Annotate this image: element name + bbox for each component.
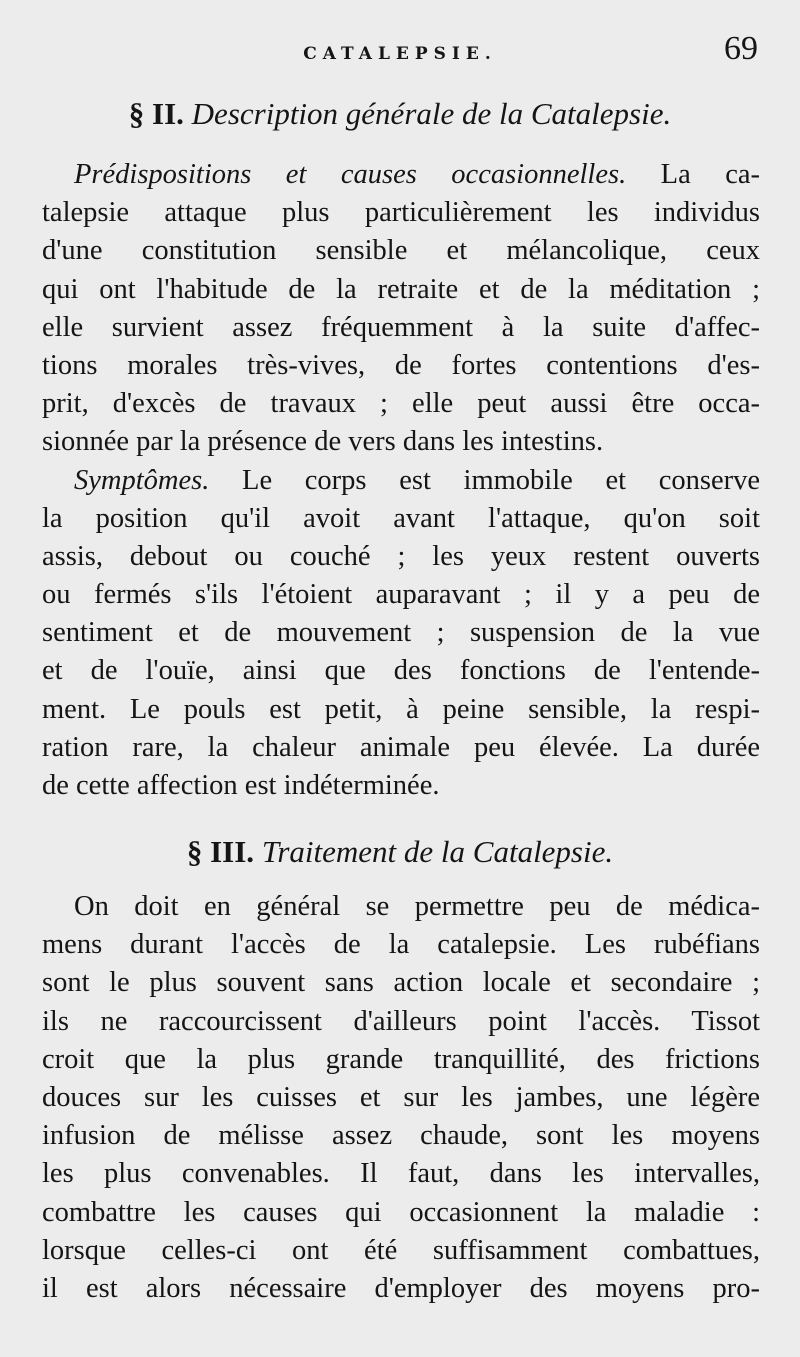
text-line: d'une constitution sensible et mélancolique, ceux	[42, 235, 760, 267]
text-line: talepsie attaque plus particulièrement les individus	[42, 197, 760, 229]
section-heading-treatment	[0, 834, 800, 870]
section-number: § III.	[186, 834, 255, 869]
text-line: la position qu'il avoit avant l'attaque, qu'on soit	[42, 502, 760, 534]
text-line: il est alors nécessaire d'employer des moyens pro-	[42, 1272, 760, 1304]
text-line: croit que la plus grande tranquillité, des frictions	[42, 1043, 760, 1075]
text-line: lorsque celles-ci ont été suffisamment combattues,	[42, 1234, 760, 1266]
text-line: sont le plus souvent sans action locale et secondaire ;	[42, 967, 760, 999]
text-line: les plus convenables. Il faut, dans les intervalles,	[42, 1158, 760, 1190]
section-title: Traitement de la Catalepsie.	[261, 834, 614, 869]
text-line: On doit en général se permettre peu de médica-	[74, 891, 760, 922]
section-title: Description générale de la Catalepsie.	[191, 96, 672, 131]
text-line: de cette affection est indéterminée.	[42, 770, 440, 801]
text-line: et de l'ouïe, ainsi que des fonctions de l'entende-	[42, 655, 760, 687]
running-head: CATALEPSIE.	[303, 44, 497, 64]
text-fragment: Le corps est immobile et conserve	[242, 464, 760, 496]
paragraph-label: Prédispositions et causes occasionnelles.	[74, 159, 627, 190]
section-heading-description	[0, 96, 800, 132]
page-number: 69	[724, 30, 758, 67]
text-fragment: La ca-	[660, 159, 760, 190]
text-line: ou fermés s'ils l'étoient auparavant ; il y a peu de	[42, 579, 760, 611]
text-line: combattre les causes qui occasionnent la maladie :	[42, 1196, 760, 1228]
treatment-text	[42, 888, 760, 1308]
paragraph-first-line	[42, 462, 760, 500]
text-line: douces sur les cuisses et sur les jambes, une légère	[42, 1081, 760, 1113]
text-line: ment. Le pouls est petit, à peine sensible, la respi-	[42, 693, 760, 725]
text-line: tions morales très-vives, de fortes contentions d'es-	[42, 349, 760, 381]
text-line: sentiment et de mouvement ; suspension de la vue	[42, 617, 760, 649]
text-line: infusion de mélisse assez chaude, sont les moyens	[42, 1120, 760, 1152]
text-line: mens durant l'accès de la catalepsie. Les rubéfians	[42, 929, 760, 961]
text-line: prit, d'excès de travaux ; elle peut aussi être occa-	[42, 388, 760, 420]
paragraph-label: Symptômes.	[74, 464, 210, 496]
description-text	[42, 156, 760, 805]
text-line: ils ne raccourcissent d'ailleurs point l'accès. Tissot	[42, 1005, 760, 1037]
text-line: assis, debout ou couché ; les yeux restent ouverts	[42, 540, 760, 572]
section-number: § II.	[128, 96, 184, 131]
text-line: qui ont l'habitude de la retraite et de la méditation ;	[42, 273, 760, 305]
text-line: ration rare, la chaleur animale peu élevée. La durée	[42, 731, 760, 763]
paragraph-first-line	[42, 156, 760, 194]
text-line: elle survient assez fréquemment à la suite d'affec-	[42, 311, 760, 343]
text-line: sionnée par la présence de vers dans les intestins.	[42, 426, 604, 458]
